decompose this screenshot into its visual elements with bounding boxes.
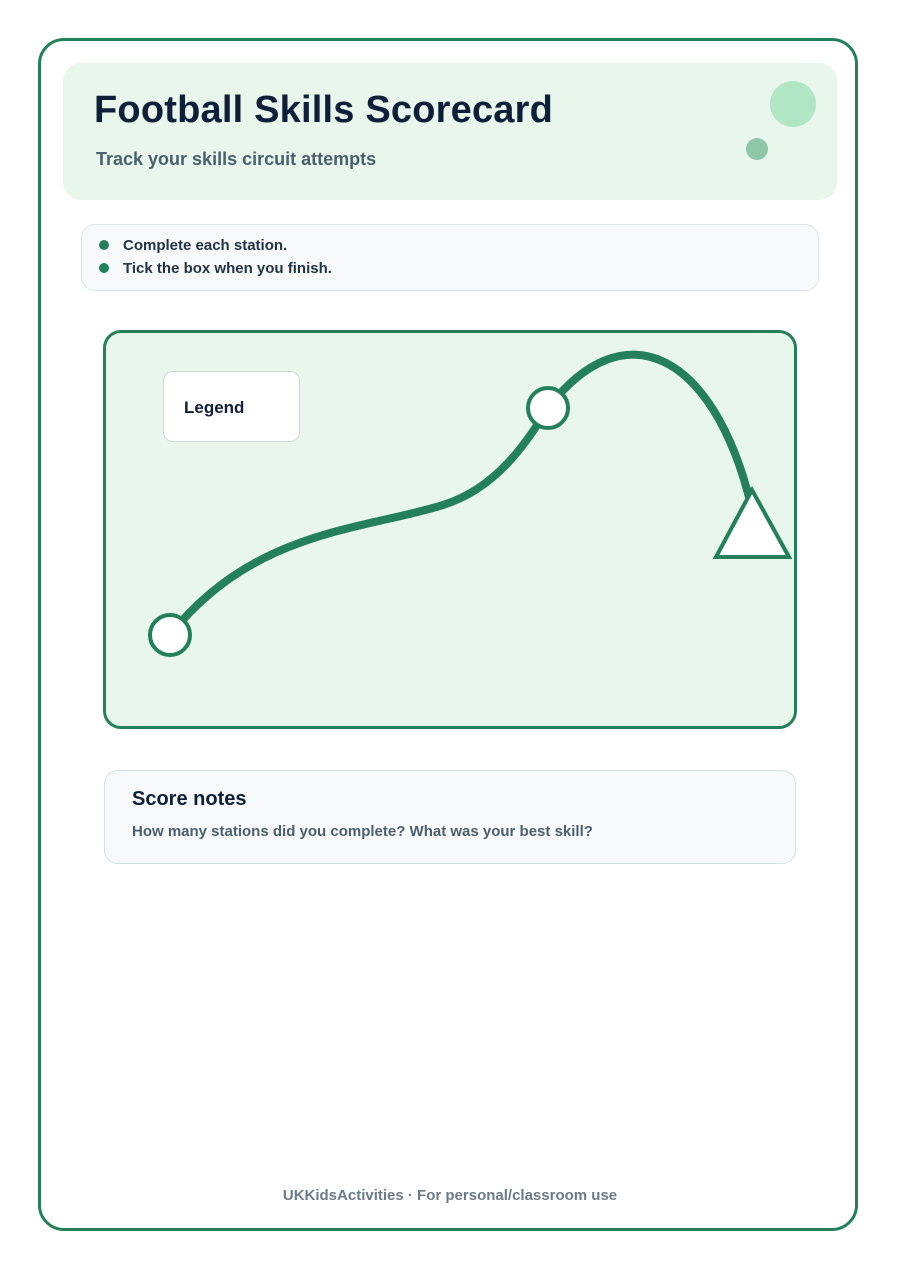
footer-text: UKKidsActivities · For personal/classroom use: [282, 1187, 618, 1204]
start-circle: [150, 615, 190, 655]
midpoint-circle: [528, 388, 568, 428]
instruction-text: Tick the box when you finish.: [123, 259, 332, 277]
page-subtitle: Track your skills circuit attempts: [96, 149, 377, 169]
bullet-dot: [99, 240, 109, 250]
notes-title: Score notes: [132, 788, 247, 810]
bullet-dot: [99, 263, 109, 273]
decorative-circle-large: [770, 81, 816, 127]
notes-prompt: How many stations did you complete? What was your best skill?: [132, 823, 593, 840]
instructions-box: [81, 224, 819, 291]
score-notes-box: [104, 770, 796, 864]
decorative-circle-small: [746, 138, 768, 160]
instruction-text: Complete each station.: [123, 236, 288, 254]
legend-title: Legend: [184, 398, 245, 417]
instruction-item: [99, 258, 332, 278]
header-panel: [63, 63, 837, 200]
finish-triangle: [716, 490, 789, 557]
page-title: Football Skills Scorecard: [94, 89, 554, 131]
circuit-map: [103, 330, 797, 729]
legend-box: [163, 371, 300, 442]
instruction-item: [99, 235, 287, 255]
